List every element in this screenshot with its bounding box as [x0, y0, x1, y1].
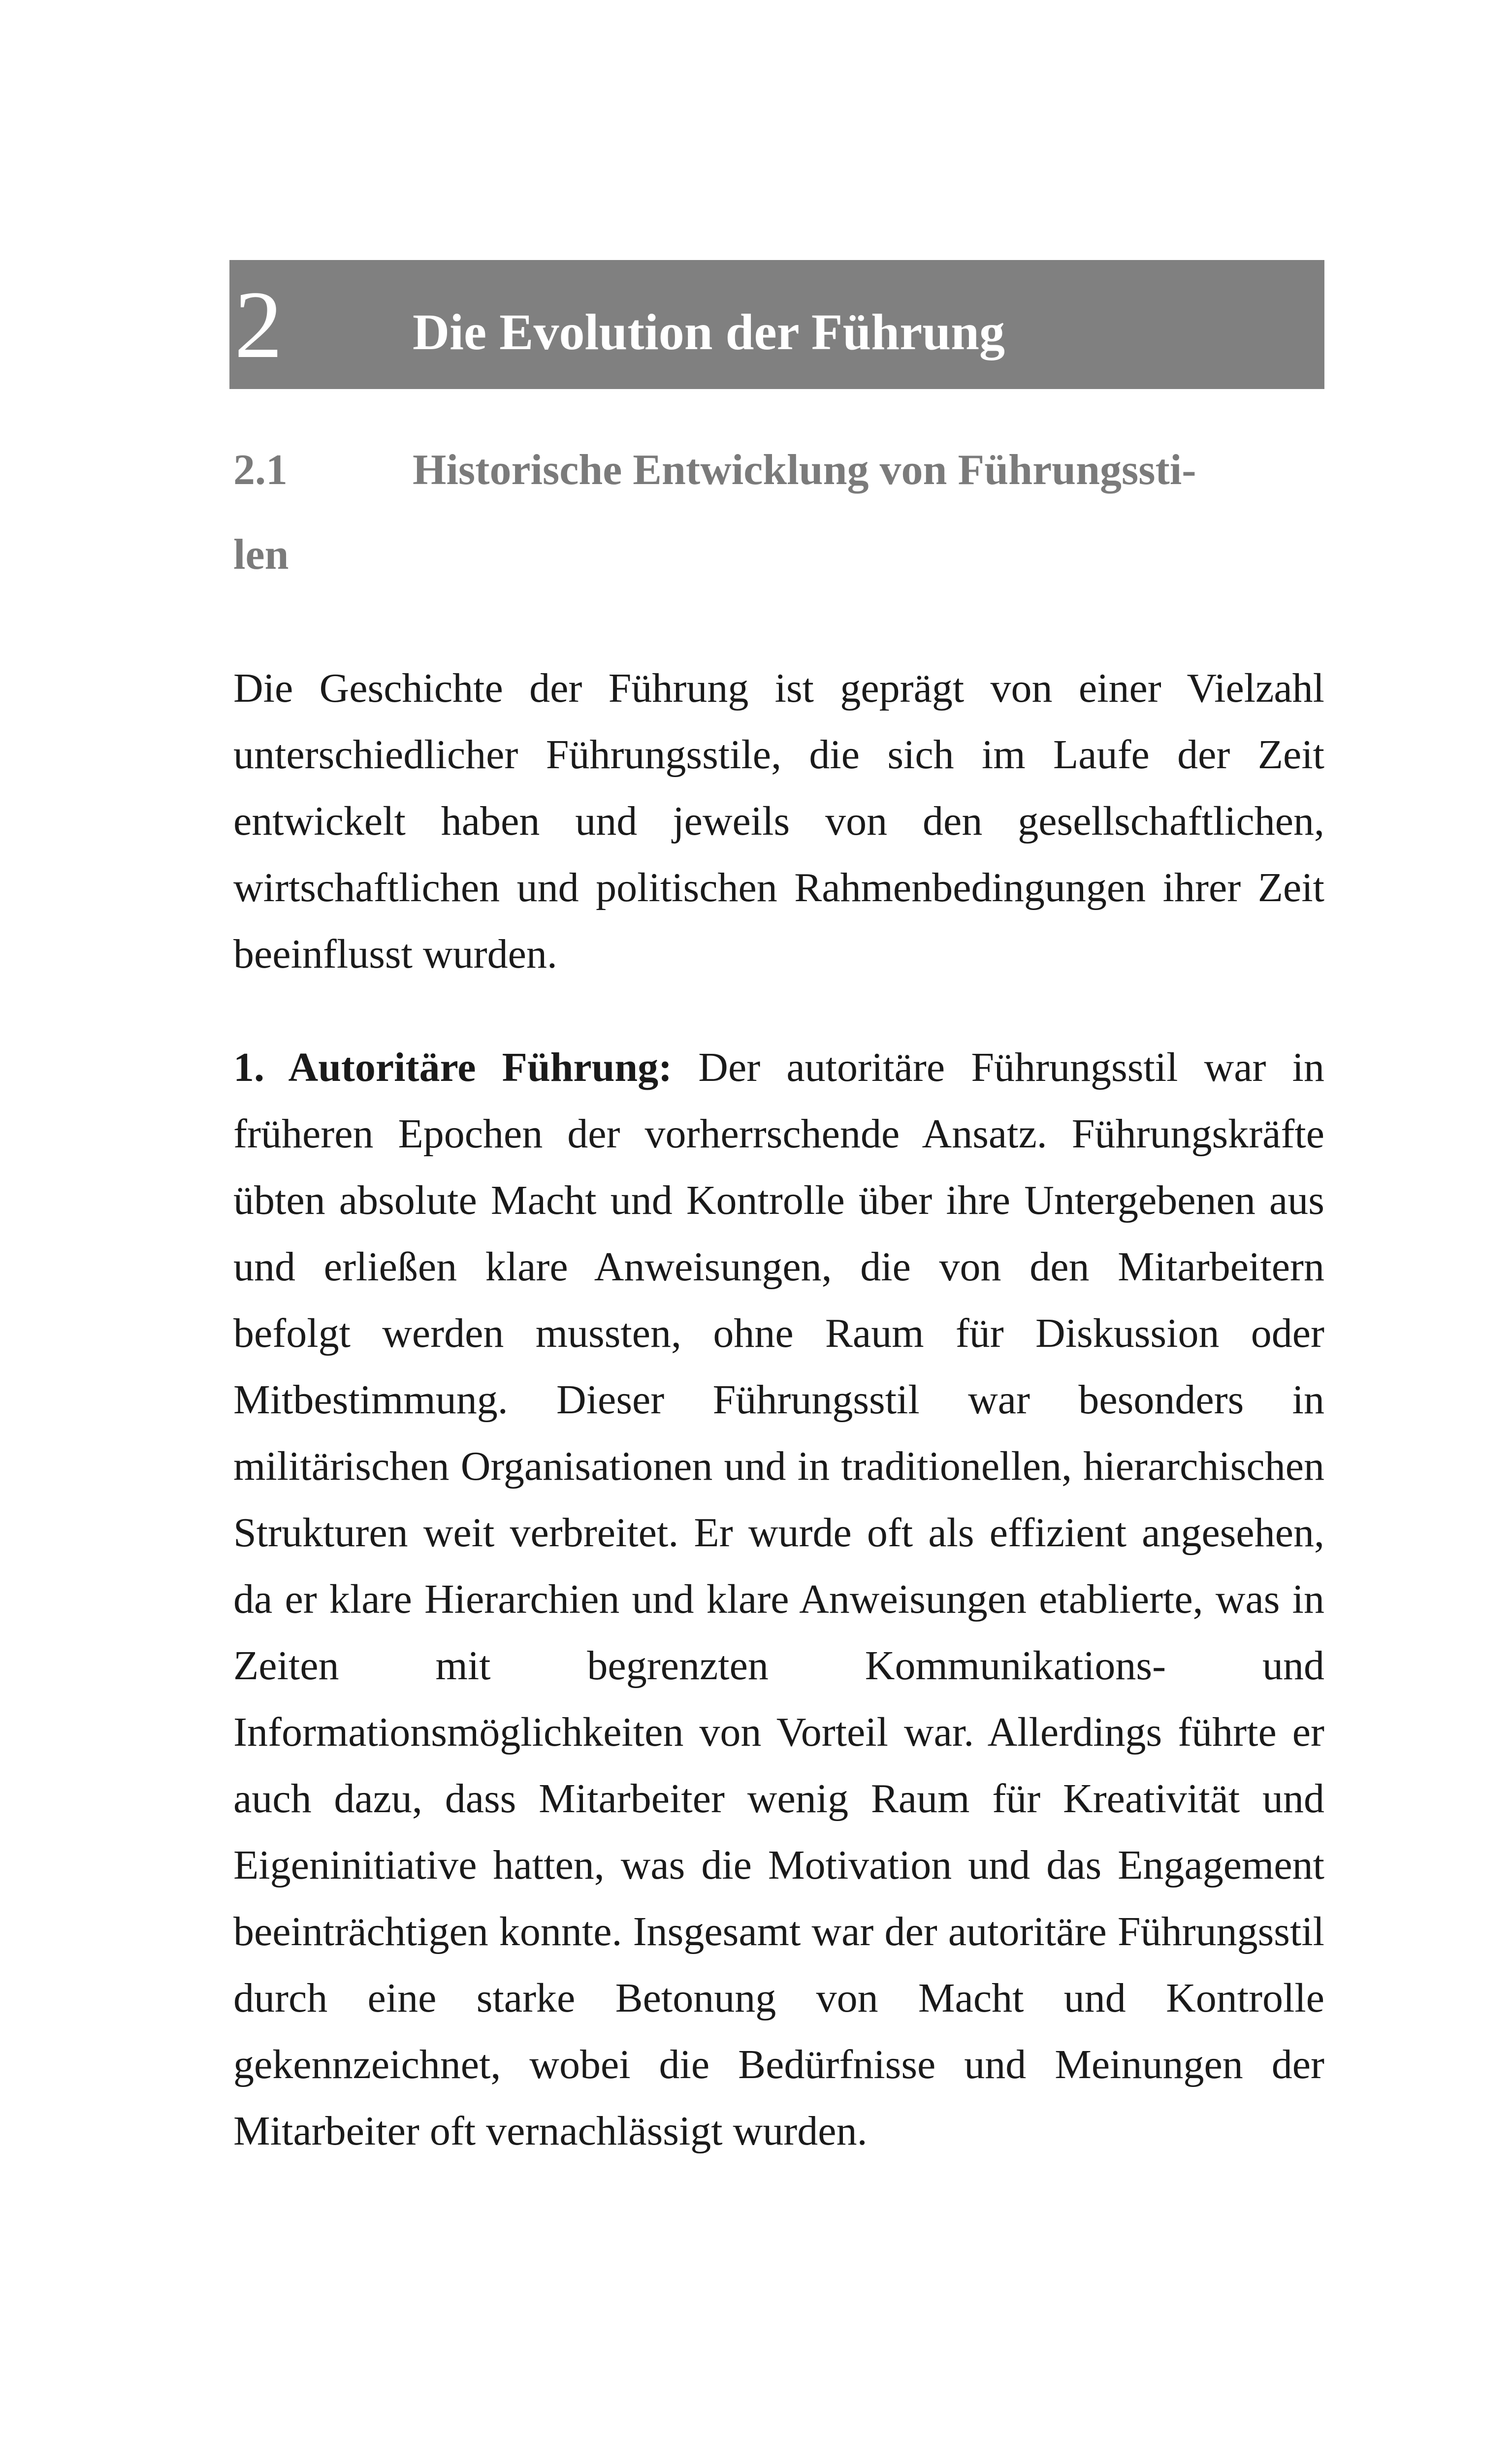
- paragraph-body: Der autoritäre Führungsstil war in früheren Epochen der vorherrschende Ansatz. Führungskräfte übten absolute Macht und Kontrolle über ihre Untergebenen aus und erließen klare Anweisungen, die von den Mitarbeitern befolgt werden mussten, ohne Raum für Diskussion oder Mitbestimmung. Dieser Führungsstil war besonders in militärischen Organisationen und in traditionellen, hierarchischen Strukturen weit verbreitet. Er wurde oft als effizient angesehen, da er klare Hierarchien und klare Anweisungen etablierte, was in Zeiten mit begrenzten Kommunikations- und Informationsmöglichkeiten von Vorteil war. Allerdings führte er auch dazu, dass Mitarbeiter wenig Raum für Kreativität und Eigeninitiative hatten, was die Motivation und das Engagement beeinträchtigen konnte. Insgesamt war der autoritäre Führungsstil durch eine starke Betonung von Macht und Kontrolle gekennzeichnet, wobei die Bedürfnisse und Meinungen der Mitarbeiter oft vernachlässigt wurden.: [233, 1044, 1324, 2154]
- section-title-line2: len: [233, 531, 289, 579]
- chapter-number: 2: [234, 271, 283, 378]
- authoritarian-paragraph: [233, 1034, 1324, 2164]
- section-title-line1: Historische Entwicklung von Führungssti-: [413, 446, 1196, 494]
- intro-paragraph: Die Geschichte der Führung ist geprägt von einer Vielzahl unterschiedlicher Führungsstile, die sich im Laufe der Zeit entwickelt haben und jeweils von den gesellschaftlichen, wirtschaftlichen und politischen Rahmenbedingungen ihrer Zeit beeinflusst wurden.: [233, 665, 1324, 977]
- section-number: 2.1: [233, 446, 288, 494]
- chapter-title: Die Evolution der Führung: [413, 304, 1005, 360]
- chapter-header: [229, 260, 1324, 389]
- paragraph-lead: 1. Autoritäre Führung:: [233, 1044, 673, 1090]
